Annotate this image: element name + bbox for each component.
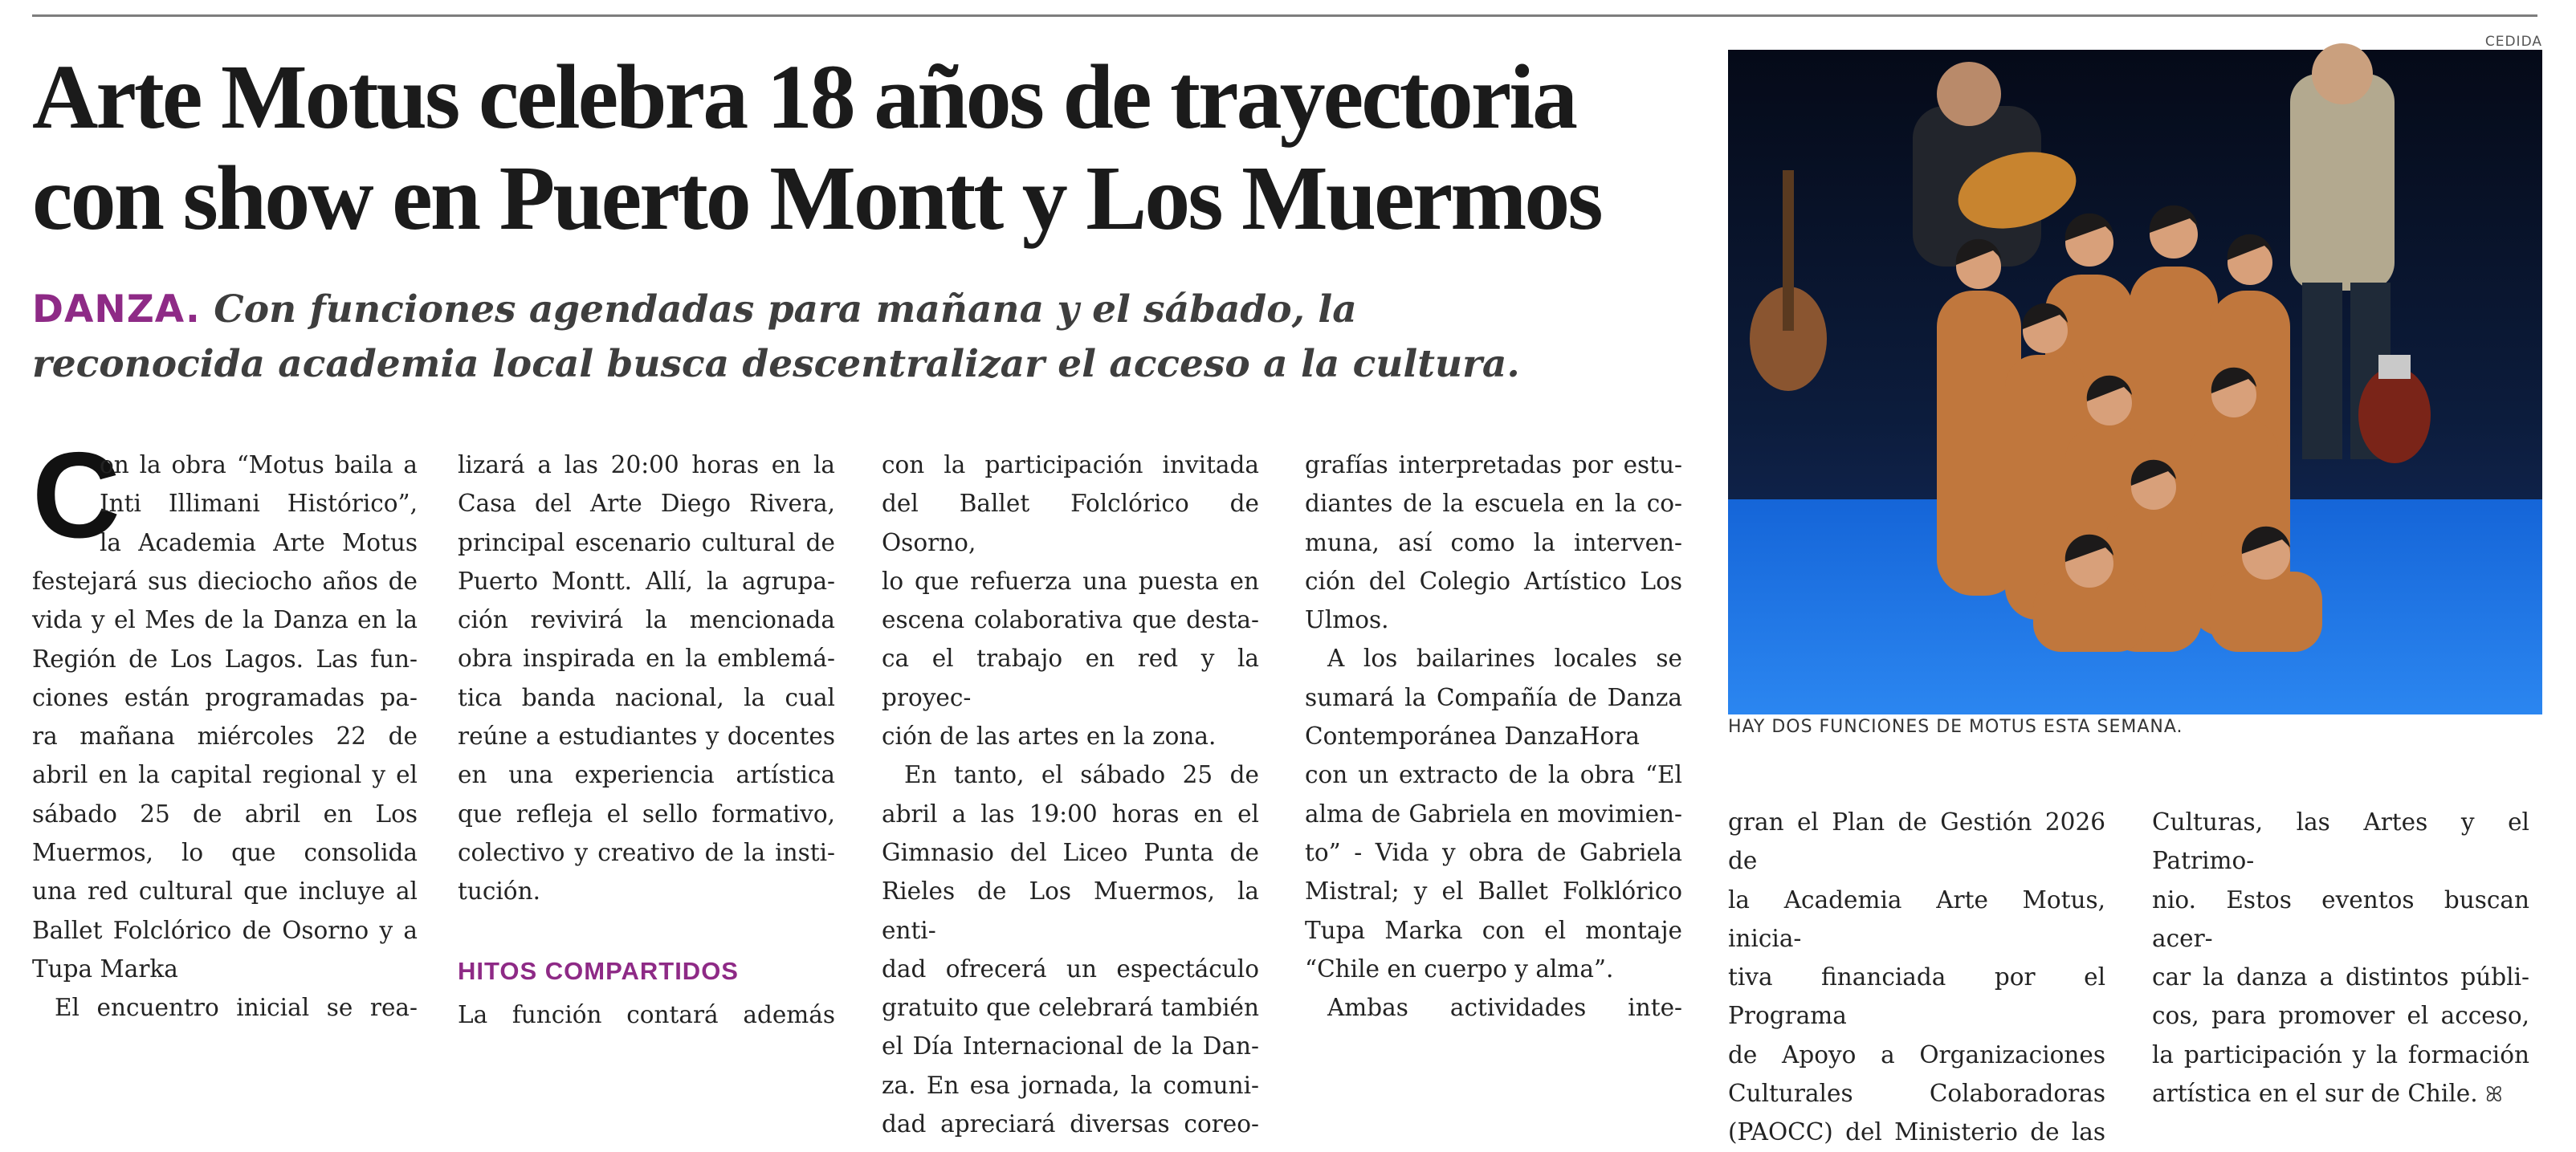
body-line-text: artística en el sur de Chile. bbox=[2152, 1080, 2478, 1108]
body-line: de Apoyo a Organizaciones bbox=[1728, 1040, 2105, 1069]
top-rule bbox=[32, 14, 2537, 17]
body-line: diantes de la escuela en la co- bbox=[1305, 490, 1682, 518]
body-line: Ballet Folclórico de Osorno y a bbox=[32, 916, 418, 944]
body-line: Contemporánea DanzaHora bbox=[1305, 723, 1640, 751]
photo-credit: CEDIDA bbox=[2484, 34, 2542, 50]
body-line: con un extracto de la obra “El bbox=[1305, 761, 1682, 789]
headline bbox=[32, 47, 1686, 249]
body-line: gran el Plan de Gestión 2026 de bbox=[1728, 808, 2105, 875]
body-line: sábado 25 de abril en Los bbox=[32, 800, 418, 828]
body-line: ción revivirá la mencionada bbox=[458, 606, 835, 634]
deck-line-1 bbox=[32, 283, 1638, 337]
section-subhead: HITOS COMPARTIDOS bbox=[458, 957, 739, 985]
body-line: vida y el Mes de la Danza en la bbox=[32, 606, 418, 634]
body-line: A los bailarines locales se bbox=[1327, 645, 1682, 673]
column-6 bbox=[2152, 803, 2529, 1114]
body-line: Culturas, las Artes y el Patrimo- bbox=[2152, 808, 2529, 875]
body-line: “Chile en cuerpo y alma”. bbox=[1305, 955, 1614, 983]
headline-line-2: con show en Puerto Montt y Los Muermos bbox=[32, 147, 1601, 249]
body-line: Gimnasio del Liceo Punta de bbox=[882, 838, 1259, 866]
body-line: Ulmos. bbox=[1305, 606, 1389, 634]
body-line: on la obra “Motus baila a bbox=[100, 451, 418, 478]
body-line: dad ofrecerá un espectáculo bbox=[882, 955, 1259, 983]
body-line: reúne a estudiantes y docentes bbox=[458, 723, 835, 751]
body-line: abril en la capital regional y el bbox=[32, 761, 418, 789]
body-line: nio. Estos eventos buscan acer- bbox=[2152, 885, 2529, 952]
body-line: gratuito que celebrará también bbox=[882, 994, 1259, 1022]
body-line: Rieles de Los Muermos, la enti- bbox=[882, 877, 1259, 944]
body-line: sumará la Compañía de Danza bbox=[1305, 683, 1682, 711]
body-line: la Academia Arte Motus bbox=[100, 528, 418, 556]
column-5 bbox=[1728, 803, 2105, 1152]
body-line: En tanto, el sábado 25 de bbox=[904, 761, 1259, 789]
body-line: Inti Illimani Histórico”, bbox=[100, 490, 418, 518]
body-line: muna, así como la interven- bbox=[1305, 528, 1682, 556]
column-1-lead bbox=[100, 446, 418, 562]
column-1 bbox=[32, 562, 418, 1028]
body-line: cos, para promover el acceso, bbox=[2152, 1002, 2529, 1030]
body-line: lizará a las 20:00 horas en la bbox=[458, 451, 835, 478]
body-line: con la participación invitada bbox=[882, 451, 1259, 478]
body-line: en una experiencia artística bbox=[458, 761, 835, 789]
deck-line-2: reconocida academia local busca descentralizar el acceso a la cultura. bbox=[32, 342, 1520, 386]
body-line: abril a las 19:00 horas en el bbox=[882, 800, 1259, 828]
body-line: El encuentro inicial se rea- bbox=[55, 994, 418, 1022]
deck bbox=[32, 283, 1638, 392]
body-line: La función contará además bbox=[458, 1001, 835, 1028]
body-line: tución. bbox=[458, 877, 540, 906]
body-line: la participación y la formación bbox=[2152, 1040, 2529, 1069]
body-line: la Academia Arte Motus, inicia- bbox=[1728, 885, 2105, 952]
end-mark-icon: ꕤ bbox=[2485, 1083, 2503, 1108]
article-photo bbox=[1728, 50, 2542, 714]
body-line: Región de Los Lagos. Las fun- bbox=[32, 645, 418, 673]
body-line: obra inspirada en la emblemá- bbox=[458, 645, 835, 673]
body-line: el Día Internacional de la Dan- bbox=[882, 1032, 1259, 1060]
drop-cap: C bbox=[32, 427, 120, 564]
body-line: tiva financiada por el Programa bbox=[1728, 963, 2105, 1030]
body-line: lo que refuerza una puesta en bbox=[882, 567, 1259, 595]
body-line: car la danza a distintos públi- bbox=[2152, 963, 2529, 991]
body-line: ca el trabajo en red y la proyec- bbox=[882, 645, 1259, 711]
photo-caption: HAY DOS FUNCIONES DE MOTUS ESTA SEMANA. bbox=[1728, 717, 2183, 737]
body-line: grafías interpretadas por estu- bbox=[1305, 451, 1682, 478]
body-line: Tupa Marka con el montaje bbox=[1305, 916, 1682, 944]
body-line: (PAOCC) del Ministerio de las bbox=[1728, 1118, 2105, 1146]
dancers-stage-illustration bbox=[1728, 50, 2542, 714]
body-line: del Ballet Folclórico de Osorno, bbox=[882, 490, 1259, 556]
section-kicker: DANZA. bbox=[32, 287, 201, 332]
body-line: ra mañana miércoles 22 de bbox=[32, 723, 418, 751]
body-line: colectivo y creativo de la insti- bbox=[458, 838, 835, 866]
body-line: escena colaborativa que desta- bbox=[882, 606, 1259, 634]
deck-text-1: Con funciones agendadas para mañana y el sábado, la bbox=[214, 287, 1357, 332]
body-line: Culturales Colaboradoras bbox=[1728, 1080, 2105, 1108]
column-4 bbox=[1305, 446, 1682, 1027]
body-line: to” - Vida y obra de Gabriela bbox=[1305, 838, 1682, 866]
body-line: Mistral; y el Ballet Folklórico bbox=[1305, 877, 1682, 906]
column-3 bbox=[882, 446, 1259, 1143]
body-line: Muermos, lo que consolida bbox=[32, 839, 418, 867]
body-line: dad apreciará diversas coreo- bbox=[882, 1110, 1259, 1138]
body-line: Casa del Arte Diego Rivera, bbox=[458, 490, 835, 518]
headline-line-1: Arte Motus celebra 18 años de trayectoria bbox=[32, 46, 1576, 148]
body-line: Ambas actividades inte- bbox=[1327, 994, 1682, 1022]
body-line: que refleja el sello formativo, bbox=[458, 800, 835, 828]
body-line: ciones están programadas pa- bbox=[32, 683, 418, 711]
body-line: za. En esa jornada, la comuni- bbox=[882, 1071, 1259, 1099]
column-2-after bbox=[458, 995, 835, 1034]
body-line: festejará sus dieciocho años de bbox=[32, 568, 418, 595]
body-line: ción del Colegio Artístico Los bbox=[1305, 567, 1682, 595]
body-line: alma de Gabriela en movimien- bbox=[1305, 800, 1682, 828]
body-line: Puerto Montt. Allí, la agrupa- bbox=[458, 567, 835, 595]
body-line: ción de las artes en la zona. bbox=[882, 723, 1217, 751]
body-line bbox=[2152, 1074, 2529, 1114]
body-line: tica banda nacional, la cual bbox=[458, 683, 835, 711]
body-line: Tupa Marka bbox=[32, 955, 178, 983]
column-2 bbox=[458, 446, 835, 911]
body-line: principal escenario cultural de bbox=[458, 528, 835, 556]
body-line: una red cultural que incluye al bbox=[32, 877, 418, 906]
